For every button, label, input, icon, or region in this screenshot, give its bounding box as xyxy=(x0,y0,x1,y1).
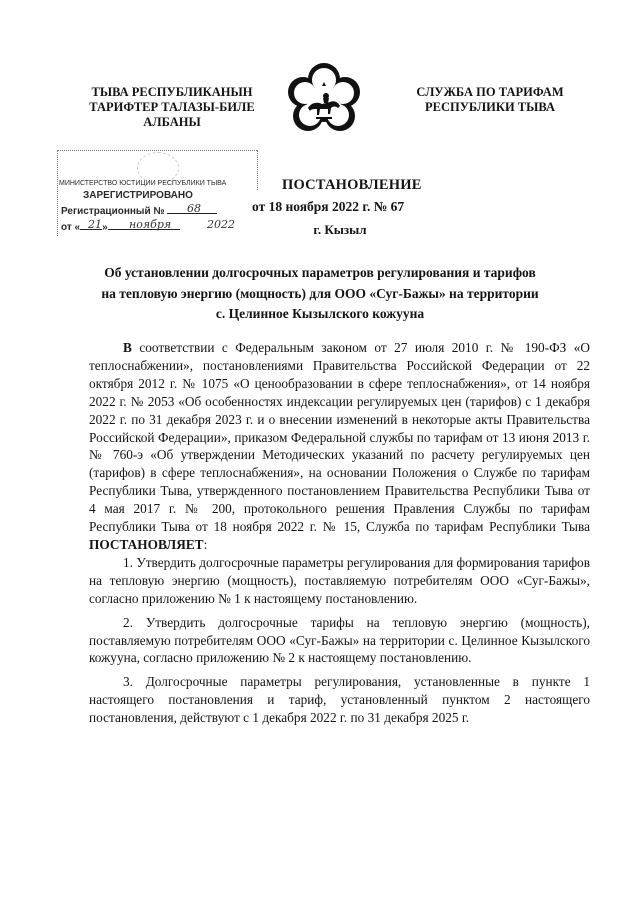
stamp-date-quote: » xyxy=(102,222,108,233)
stamp-frame-top xyxy=(57,150,257,151)
resolves-colon: : xyxy=(203,536,208,552)
stamp-date-day: 21 xyxy=(88,218,102,231)
header-left-tuvan xyxy=(78,85,266,130)
item-2: 2. Утвердить долгосрочные тарифы на тепловую энергию (мощность), поставляемую потребителям ООО «Суг-Бажы» на территории с. Целинное Кызылского кожууна, согласно приложению № 2 к настоящему постановлению. xyxy=(89,614,590,666)
title-line: на тепловую энергию (мощность) для ООО «Суг-Бажы» на территории xyxy=(101,285,539,301)
header-left-line: ТЫВА РЕСПУБЛИКАНЫН xyxy=(91,85,253,99)
document-title xyxy=(80,263,560,325)
resolves-word: ПОСТАНОВЛЯЕТ xyxy=(89,536,204,552)
header-right-line: СЛУЖБА ПО ТАРИФАМ xyxy=(416,85,564,99)
preamble-lead: В xyxy=(123,340,132,355)
stamp-frame-right xyxy=(257,150,258,190)
header-right-russian xyxy=(396,85,584,115)
stamp-ministry: МИНИСТЕРСТВО ЮСТИЦИИ РЕСПУБЛИКИ ТЫВА xyxy=(59,180,227,187)
item-3: 3. Долгосрочные параметры регулирования, установленные в пункте 1 настоящего постановления и тариф, установленный пунктом 2 настоящего постановления, действуют с 1 декабря 2022 г. по 31 декабря 2025 г. xyxy=(89,674,590,726)
title-line: с. Целинное Кызылского кожууна xyxy=(215,306,425,321)
document-body xyxy=(89,339,590,727)
stamp-status: ЗАРЕГИСТРИРОВАНО xyxy=(83,190,193,201)
stamp-reg-number: 68 xyxy=(187,202,201,215)
item-1: 1. Утвердить долгосрочные параметры регулирования для формирования тарифов на тепловую энергию (мощность), поставляемую потребителям ООО «Суг-Бажы», согласно приложению № 1 к настоящему постановлению. xyxy=(89,554,590,606)
tyva-emblem-icon xyxy=(286,62,362,138)
stamp-date-month: ноября xyxy=(129,218,172,231)
preamble-paragraph xyxy=(89,339,590,554)
header-left-line: АЛБАНЫ xyxy=(143,115,201,129)
stamp-reg-label: Регистрационный № xyxy=(61,206,165,217)
header-right-line: РЕСПУБЛИКИ ТЫВА xyxy=(425,100,555,114)
header-left-line: ТАРИФТЕР ТАЛАЗЫ-БИЛЕ xyxy=(89,100,255,114)
preamble-text: соответствии с Федеральным законом от 27 июля 2010 г. № 190-ФЗ «О теплоснабжении», постановлениями Правительства Российской Федерации от 22 октября 2012 г. № 1075 «О ценообразовании в сфере теплоснабжения», от 14 ноября 2022 г. № 2053 «Об особенностях индексации регулируемых цен (тарифов) с 1 декабря 2022 г. по 31 декабря 2023 г. и о внесении изменений в некоторые акты Правительства Российской Федерации», приказом Федеральной службы по тарифам от 13 июня 2013 г. № 760-э «Об утверждении Методических указаний по расчету регулируемых цен (тарифов) в сфере теплоснабжения», на основании Положения о Службе по тарифам Республики Тыва, утвержденного постановлением Правительства Республики Тыва от 4 мая 2017 г. № 200, протокольного решения Правления Службы по тарифам Республики Тыва от 18 ноября 2022 г. № 15, Служба по тарифам Республики Тыва xyxy=(89,340,590,535)
document-date-number: от 18 ноября 2022 г. № 67 xyxy=(252,199,405,214)
document-city: г. Кызыл xyxy=(313,222,367,237)
stamp-date-prefix: от « xyxy=(61,222,81,233)
stamp-date-year: 2022 xyxy=(207,218,235,231)
title-line: Об установлении долгосрочных параметров регулирования и тарифов xyxy=(104,265,536,280)
document-type: ПОСТАНОВЛЕНИЕ xyxy=(282,177,422,193)
